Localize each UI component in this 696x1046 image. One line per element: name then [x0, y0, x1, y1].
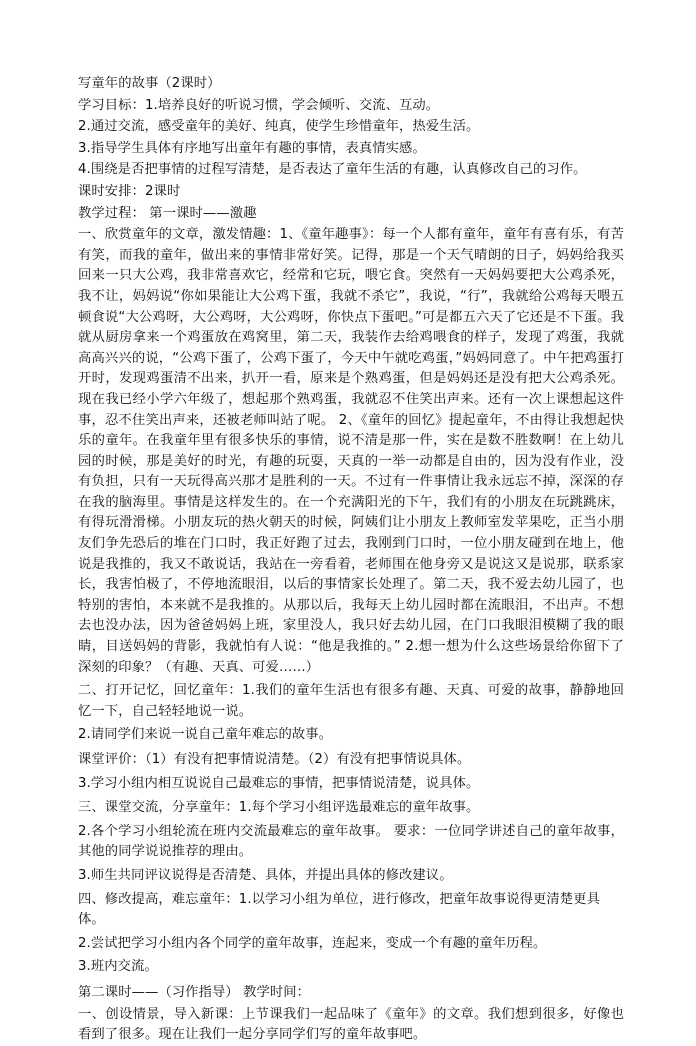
section-2-item-2: 2.请同学们来说一说自己童年难忘的故事。	[78, 727, 333, 743]
section-3-paragraph: 三、课堂交流，分享童年：1.每个学习小组评选最难忘的童年故事。	[78, 800, 480, 816]
learning-goal-4: 4.围绕是否把事情的过程写清楚，是否表达了童年生活的有趣，认真修改自己的习作。	[78, 162, 587, 178]
learning-goal-2: 2.通过交流，感受童年的美好、纯真，使学生珍惜童年，热爱生活。	[78, 119, 480, 135]
section-1-paragraph: 一、欣赏童年的文章，激发情趣：1、《童年趣事》：每一个人都有童年，童年有喜有乐，有苦有笑，而我的童年，做出来的事情非常好笑。记得，那是一个天气晴朗的日子，妈妈给我买回来一只大公鸡，我非常喜欢它，经常和它玩，喂它食。突然有一天妈妈要把大公鸡杀死，我不让，妈妈说“你如果能让大公鸡下蛋，我就不杀它”，我说，“行”，我就给公鸡每天喂五顿食说“大公鸡呀，大公鸡呀，大公鸡呀，你快点下蛋吧。”可是都五六天了它还是不下蛋。我就从厨房拿来一个鸡蛋放在鸡窝里，第二天，我装作去给鸡喂食的样子，发现了鸡蛋，我就高高兴兴的说，“公鸡下蛋了，公鸡下蛋了，今天中午就吃鸡蛋，”妈妈同意了。中午把鸡蛋打开时，发现鸡蛋清不出来，扒开一看，原来是个熟鸡蛋，但是妈妈还是没有把大公鸡杀死。现在我已经小学六年级了，想起那个熟鸡蛋，我就忍不住笑出声来。还有一次上课想起这件事，忍不住笑出声来，还被老师叫站了呢。 2、《童年的回忆》提起童年，不由得让我想起快乐的童年。在我童年里有很多快乐的事情，说不清是那一件，实在是数不胜数啊！在上幼儿园的时候，那是美好的时光，有趣的玩耍，天真的一举一动都是自由的，因为没有作业，没有负担，只有一天玩得高兴那才是胜利的一天。不过有一件事情让我永远忘不掉，深深的存在我的脑海里。事情是这样发生的。在一个充满阳光的下午，我们有的小朋友在玩跳跳床，有得玩滑滑梯。小朋友玩的热火朝天的时候，阿姨们让小朋友上教师室发苹果吃，正当小朋友们争先恐后的堆在门口时，我正好跑了过去，我刚到门口时，一位小朋友碰到在地上，他说是我推的，我又不敢说话，我站在一旁看着，老师围在他身旁又是说这又是说那，联系家长，我害怕极了，不停地流眼泪，以后的事情家长处理了。第二天，我不爱去幼儿园了，也特别的害怕，本来就不是我推的。从那以后，我每天上幼儿园时都在流眼泪，不出声。不想去也没办法，因为爸爸妈妈上班，家里没人，我只好去幼儿园，在门口我眼泪模糊了我的眼睛，目送妈妈的背影，我就怕有人说：“他是我推的。” 2.想一想为什么这些场景给你留下了深刻的印象？（有趣、天真、可爱……）	[78, 227, 624, 675]
section-4-item-2: 2.尝试把学习小组内各个同学的童年故事，连起来，变成一个有趣的童年历程。	[78, 935, 547, 951]
class-evaluation: 课堂评价：（1）有没有把事情说清楚。（2）有没有把事情说具体。	[78, 752, 471, 767]
learning-goal-3: 3.指导学生具体有序地写出童年有趣的事情，表真情实感。	[78, 140, 426, 156]
learning-goal-1: 学习目标：1.培养良好的听说习惯，学会倾听、交流、互动。	[78, 97, 440, 113]
section-3-item-3: 3.师生共同评议说得是否清楚、具体，并提出具体的修改建议。	[78, 867, 453, 883]
section-2-paragraph: 二、打开记忆，回忆童年：1.我们的童年生活也有很多有趣、天真、可爱的故事，静静地回忆一下，自己轻轻地说一说。	[78, 683, 624, 719]
lesson-2-heading: 第二课时——（习作指导） 教学时间：	[78, 984, 311, 1000]
section-4-paragraph: 四、修改提高，难忘童年：1.以学习小组为单位，进行修改，把童年故事说得更清楚更具体。	[78, 891, 600, 928]
section-3-item-2: 2.各个学习小组轮流在班内交流最难忘的童年故事。 要求：一位同学讲述自己的童年故事，其他的同学说说推荐的理由。	[78, 823, 624, 860]
lesson-schedule: 课时安排：2课时	[78, 183, 181, 199]
teaching-process-heading: 教学过程： 第一课时——激趣	[78, 205, 257, 221]
document-page	[78, 74, 624, 1046]
lesson-2-intro: 一、创设情景，导入新课：上节课我们一起品味了《童年》的文章。我们想到很多，好像也看到了很多。现在让我们一起分享同学们写的童年故事吧。	[78, 1006, 624, 1043]
section-2-item-3: 3.学习小组内相互说说自己最难忘的事情，把事情说清楚，说具体。	[78, 775, 480, 791]
section-4-item-3: 3.班内交流。	[78, 959, 158, 975]
document-title: 写童年的故事（2课时）	[78, 76, 221, 91]
